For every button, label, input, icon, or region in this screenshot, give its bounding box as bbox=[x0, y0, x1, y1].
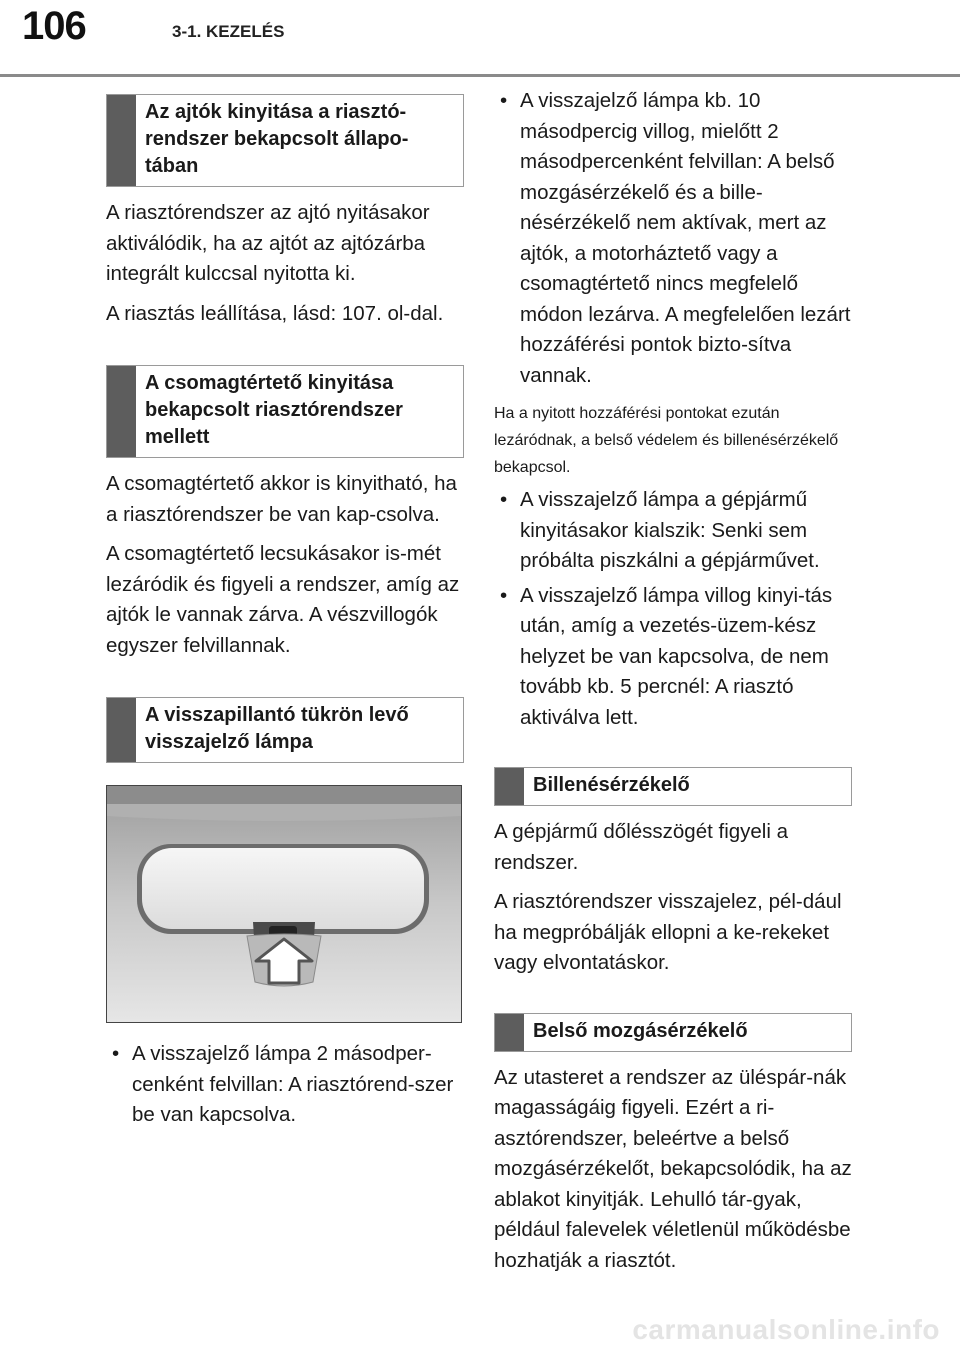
paragraph: A gépjármű dőlésszögét figyeli a rendszer. bbox=[494, 820, 789, 874]
bullet-text: A visszajelző lámpa 2 másodper-cenként felvillan: A riasztórend-szer be van kapcsolva. bbox=[132, 1042, 454, 1126]
heading-bar bbox=[107, 366, 136, 457]
watermark: carmanualsonline.info bbox=[632, 1314, 940, 1345]
bullet-text: A visszajelző lámpa villog kinyi-tás után, amíg a vezetés-üzem-kész helyzet be van kapcsolva, de nem tovább kb. 5 percnél: A riasztó aktiválva lett. bbox=[520, 583, 833, 729]
paragraph: A csomagtértető akkor is kinyitható, ha a riasztórendszer be van kap-csolva. bbox=[106, 472, 457, 526]
heading-bar bbox=[495, 768, 524, 805]
heading-text: A visszapillantó tükrön levő visszajelző lámpa bbox=[145, 704, 409, 753]
bullet-item bbox=[494, 86, 854, 391]
bullet-item bbox=[494, 485, 854, 577]
paragraph: A riasztórendszer az ajtó nyitásakor aktiválódik, ha az ajtót az ajtózárba integrált kulccsal nyitotta ki. bbox=[106, 201, 430, 285]
paragraph: A riasztás leállítása, lásd: 107. ol-dal. bbox=[106, 301, 444, 325]
bullet-dot: • bbox=[500, 488, 508, 511]
mirror-glass bbox=[142, 848, 424, 929]
rearview-mirror-illustration bbox=[106, 785, 462, 1023]
bullet-item bbox=[106, 1039, 466, 1131]
mirror-lamp-figure bbox=[107, 786, 461, 1022]
section-heading-motion-sensor bbox=[494, 1013, 852, 1052]
right-column bbox=[494, 86, 854, 1276]
bullet-dot: • bbox=[112, 1042, 120, 1065]
bullet-item bbox=[494, 581, 854, 734]
roof-edge bbox=[107, 786, 461, 804]
heading-text: Az ajtók kinyitása a riasztó-rendszer bekapcsolt állapo-tában bbox=[145, 101, 409, 177]
section-heading-door-opening bbox=[106, 94, 464, 187]
windshield-edge bbox=[107, 804, 461, 821]
bullet-dot: • bbox=[500, 583, 508, 607]
header-divider bbox=[0, 74, 960, 77]
bullet-text: A visszajelző lámpa kb. 10 másodpercig villog, mielőtt 2 másodpercenként felvillan: A belső mozgásérzékelő és a bille-nésérzékelő nem aktívak, mert az ajtók, a motorháztető vagy a csomagtértető nincs megfelelő módon lezárva. A megfelelően lezárt hozzáférési pontok bizto-sítva vannak. bbox=[520, 89, 851, 387]
left-column bbox=[106, 94, 466, 1131]
paragraph: Az utasteret a rendszer az üléspár-nák magasságáig figyeli. Ezért a ri-asztórendszer, beleértve a belső mozgásérzékelőt, bekapcsolódik, ha az ablakot kinyitják. Lehulló tár-gyak, például falevelek véletlenül működésbe hozhatják a riasztót. bbox=[494, 1065, 852, 1272]
section-heading-trunk-opening bbox=[106, 365, 464, 458]
note-paragraph: Ha a nyitott hozzáférési pontokat ezután lezáródnak, a belső védelem és billenésérzékelő bekapcsol. bbox=[494, 405, 839, 476]
heading-bar bbox=[495, 1014, 524, 1051]
heading-text: Billenésérzékelő bbox=[533, 774, 690, 796]
heading-text: Belső mozgásérzékelő bbox=[533, 1019, 748, 1042]
page-number: 106 bbox=[22, 4, 86, 48]
heading-bar bbox=[107, 95, 136, 186]
bullet-text: A visszajelző lámpa a gépjármű kinyitásakor kialszik: Senki sem próbálta piszkálni a gépjárművet. bbox=[520, 488, 820, 572]
chapter-title: 3-1. KEZELÉS bbox=[172, 22, 285, 41]
heading-text: A csomagtértető kinyitása bekapcsolt riasztórendszer mellett bbox=[145, 372, 403, 448]
paragraph: A riasztórendszer visszajelez, pél-dául ha megpróbálják ellopni a ke-rekeket vagy elvontatáskor. bbox=[494, 890, 842, 974]
bullet-dot: • bbox=[500, 89, 508, 112]
paragraph: A csomagtértető lecsukásakor is-mét lezáródik és figyeli a rendszer, amíg az ajtók le vannak zárva. A vészvillogók egyszer felvillannak. bbox=[106, 542, 460, 657]
section-heading-mirror-lamp bbox=[106, 697, 464, 763]
heading-bar bbox=[107, 698, 136, 762]
section-heading-tilt-sensor bbox=[494, 767, 852, 806]
